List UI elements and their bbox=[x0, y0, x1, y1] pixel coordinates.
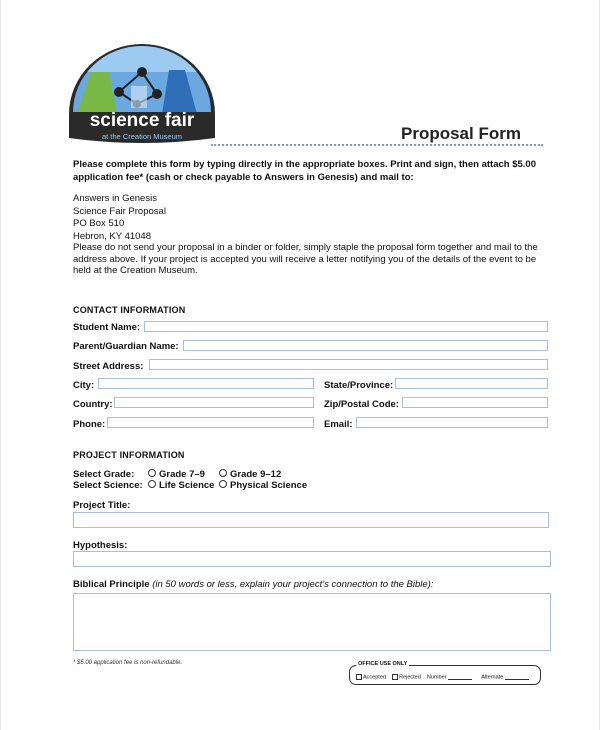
email-label: Email: bbox=[324, 419, 353, 430]
guardian-name-field[interactable] bbox=[183, 340, 548, 351]
hypothesis-field[interactable] bbox=[73, 551, 551, 567]
phone-field[interactable] bbox=[107, 417, 314, 428]
address-line: Science Fair Proposal bbox=[73, 205, 166, 217]
state-label: State/Province: bbox=[324, 380, 394, 391]
accepted-label: Accepted bbox=[363, 674, 386, 681]
zip-label: Zip/Postal Code: bbox=[324, 399, 399, 410]
state-field[interactable] bbox=[395, 378, 548, 389]
contact-heading: CONTACT INFORMATION bbox=[73, 305, 186, 315]
rejected-label: Rejected bbox=[399, 674, 421, 681]
street-address-label: Street Address: bbox=[73, 361, 144, 372]
street-address-field[interactable] bbox=[149, 359, 548, 370]
biblical-principle-field[interactable] bbox=[73, 593, 551, 651]
city-field[interactable] bbox=[98, 378, 314, 389]
office-use-row bbox=[356, 674, 537, 680]
student-name-label: Student Name: bbox=[73, 322, 141, 333]
science-label: Select Science: bbox=[73, 480, 143, 491]
logo-title: science fair bbox=[89, 110, 195, 131]
address-line: PO Box 510 bbox=[73, 218, 125, 229]
alternate-line[interactable] bbox=[505, 679, 529, 680]
accepted-checkbox[interactable] bbox=[356, 674, 362, 680]
intro-text: Please complete this form by typing directly in the appropriate boxes. Print and sign, then attach $5.00 application fee* (cash or check payable to Answers in Genesis) and mail to: bbox=[73, 159, 536, 183]
radio-icon bbox=[219, 480, 227, 488]
rejected-checkbox[interactable] bbox=[392, 674, 398, 680]
project-title-label: Project Title: bbox=[73, 500, 131, 511]
alternate-label: Alternate bbox=[481, 674, 504, 681]
country-label: Country: bbox=[73, 399, 113, 410]
project-title-field[interactable] bbox=[73, 512, 549, 528]
biblical-principle-title: Biblical Principle bbox=[73, 579, 150, 590]
grade-label: Select Grade: bbox=[73, 469, 135, 480]
country-field[interactable] bbox=[114, 397, 314, 408]
binder-note: Please do not send your proposal in a binder or folder, simply staple the proposal form together and mail to the address above. If your project is accepted you will receive a letter notifying you of the details of the event to be held at the Creation Museum. bbox=[73, 242, 538, 276]
number-line[interactable] bbox=[448, 679, 472, 680]
hypothesis-label: Hypothesis: bbox=[73, 540, 128, 551]
biblical-principle-hint: (in 50 words or less, explain your project’s connection to the Bible): bbox=[152, 579, 434, 590]
grade-option-7-9[interactable]: Grade 7–9 bbox=[148, 469, 205, 480]
student-name-field[interactable] bbox=[144, 321, 548, 332]
radio-icon bbox=[148, 469, 156, 477]
email-field[interactable] bbox=[356, 417, 548, 428]
logo-subtitle: at the Creation Museum bbox=[101, 132, 183, 141]
page-title: Proposal Form bbox=[401, 124, 521, 143]
fee-footnote: * $5.00 application fee is non-refundable. bbox=[73, 660, 183, 666]
radio-icon bbox=[148, 480, 156, 488]
address-line: Answers in Genesis bbox=[73, 193, 157, 204]
address-line: Hebron, KY 41048 bbox=[73, 230, 151, 242]
office-use-title: OFFICE USE ONLY bbox=[358, 661, 408, 667]
city-label: City: bbox=[73, 380, 95, 391]
mailing-address bbox=[73, 193, 166, 243]
science-fair-logo bbox=[67, 42, 217, 146]
number-label: Number bbox=[426, 674, 447, 681]
phone-label: Phone: bbox=[73, 419, 106, 430]
grade-option-9-12[interactable]: Grade 9–12 bbox=[219, 469, 281, 480]
title-rule bbox=[211, 144, 543, 146]
science-option-life[interactable]: Life Science bbox=[148, 480, 214, 491]
zip-field[interactable] bbox=[402, 397, 548, 408]
project-heading: PROJECT INFORMATION bbox=[73, 450, 185, 460]
science-option-physical[interactable]: Physical Science bbox=[219, 480, 307, 491]
biblical-principle-label bbox=[73, 579, 433, 590]
guardian-name-label: Parent/Guardian Name: bbox=[73, 341, 179, 352]
science-fair-logo-graphic bbox=[67, 42, 217, 146]
radio-icon bbox=[219, 469, 227, 477]
office-use-box bbox=[349, 661, 541, 685]
